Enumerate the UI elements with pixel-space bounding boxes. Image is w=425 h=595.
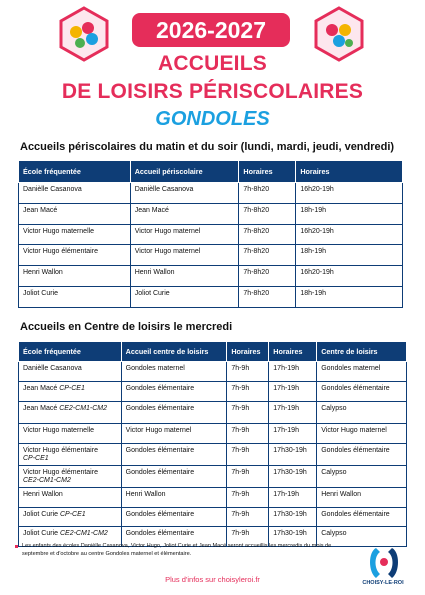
school-cell	[19, 443, 122, 465]
table-row	[19, 465, 407, 487]
centre-loisirs-cell: Calypso	[317, 527, 407, 547]
evening-hours-cell: 17h30-19h	[269, 443, 317, 465]
school-level: CE2-CM1-CM2	[59, 404, 108, 412]
accueil-cell: Gondoles élémentaire	[121, 507, 227, 527]
table-header-row	[19, 161, 403, 183]
year-banner: 2026-2027	[132, 13, 290, 47]
accueil-cell: Gondoles élémentaire	[121, 401, 227, 423]
accueil-cell: Gondoles élémentaire	[121, 443, 227, 465]
morning-hours-cell: 7h-9h	[227, 487, 269, 507]
school-level: CE2-CM1-CM2	[59, 530, 108, 538]
school-cell	[19, 465, 122, 487]
morning-hours-cell: 7h-9h	[227, 465, 269, 487]
accueil-cell: Henri Wallon	[130, 266, 239, 287]
column-header: Horaires	[269, 342, 317, 362]
column-header: Accueil centre de loisirs	[121, 342, 227, 362]
morning-hours-cell: 7h-8h20	[239, 245, 296, 266]
school-name: Joliot Curie	[23, 510, 60, 518]
school-cell: Victor Hugo maternelle	[19, 224, 131, 245]
column-header: Horaires	[296, 161, 403, 183]
school-name: Danièlle Casanova	[23, 365, 82, 372]
table-row	[19, 183, 403, 204]
centre-loisirs-cell: Gondoles élémentaire	[317, 381, 407, 401]
school-cell: Victor Hugo élémentaire	[19, 245, 131, 266]
logo-wordmark: CHOISY-LE-ROI	[362, 580, 404, 586]
table-row	[19, 266, 403, 287]
morning-hours-cell: 7h-9h	[227, 527, 269, 547]
school-name: Victor Hugo maternelle	[23, 426, 95, 434]
evening-hours-cell: 18h-19h	[296, 245, 403, 266]
school-cell	[19, 381, 122, 401]
table-row	[19, 443, 407, 465]
school-cell	[19, 401, 122, 423]
morning-hours-cell: 7h-8h20	[239, 203, 296, 224]
morning-hours-cell: 7h-9h	[227, 401, 269, 423]
morning-hours-cell: 7h-9h	[227, 423, 269, 443]
evening-hours-cell: 16h20-19h	[296, 266, 403, 287]
school-level: CP-CE1	[59, 510, 86, 518]
centre-loisirs-cell: Gondoles élémentaire	[317, 507, 407, 527]
column-header: Horaires	[239, 161, 296, 183]
accueil-cell: Joliot Curie	[130, 286, 239, 307]
morning-hours-cell: 7h-8h20	[239, 286, 296, 307]
school-level: CE2-CM1-CM2	[23, 476, 71, 484]
evening-hours-cell: 17h-19h	[269, 487, 317, 507]
accueil-cell: Henri Wallon	[121, 487, 227, 507]
school-level: CP-CE1	[59, 384, 85, 392]
table-row	[19, 381, 407, 401]
evening-hours-cell: 17h-19h	[269, 401, 317, 423]
morning-hours-cell: 7h-8h20	[239, 183, 296, 204]
centre-loisirs-cell: Henri Wallon	[317, 487, 407, 507]
centre-loisirs-cell: Gondoles élémentaire	[317, 443, 407, 465]
morning-hours-cell: 7h-9h	[227, 362, 269, 382]
table-row	[19, 245, 403, 266]
accueil-cell: Victor Hugo maternel	[121, 423, 227, 443]
column-header: École fréquentée	[19, 342, 122, 362]
morning-hours-cell: 7h-8h20	[239, 266, 296, 287]
mercredi-table	[18, 341, 407, 547]
column-header: École fréquentée	[19, 161, 131, 183]
school-name: Jean Macé	[23, 404, 60, 412]
school-cell	[19, 362, 122, 382]
table-row	[19, 487, 407, 507]
accueil-cell: Gondoles élémentaire	[121, 527, 227, 547]
table-row	[19, 362, 407, 382]
morning-hours-cell: 7h-9h	[227, 381, 269, 401]
column-header: Accueil périscolaire	[130, 161, 239, 183]
school-name: Henri Wallon	[23, 490, 63, 498]
centre-loisirs-cell: Calypso	[317, 401, 407, 423]
centre-loisirs-cell: Victor Hugo maternel	[317, 423, 407, 443]
school-cell: Joliot Curie	[19, 286, 131, 307]
centre-loisirs-cell: Calypso	[317, 465, 407, 487]
table-row	[19, 423, 407, 443]
evening-hours-cell: 17h-19h	[269, 362, 317, 382]
accueil-cell: Gondoles élémentaire	[121, 381, 227, 401]
table-row	[19, 224, 403, 245]
school-name: Victor Hugo élémentaire	[23, 468, 98, 476]
school-cell	[19, 423, 122, 443]
column-header: Horaires	[227, 342, 269, 362]
accueil-cell: Gondoles maternel	[121, 362, 227, 382]
evening-hours-cell: 17h-19h	[269, 423, 317, 443]
school-name: Victor Hugo élémentaire	[23, 446, 98, 454]
table-row	[19, 401, 407, 423]
school-cell: Henri Wallon	[19, 266, 131, 287]
evening-hours-cell: 16h20-19h	[296, 224, 403, 245]
centre-loisirs-cell: Gondoles maternel	[317, 362, 407, 382]
school-cell: Jean Macé	[19, 203, 131, 224]
evening-hours-cell: 16h20-19h	[296, 183, 403, 204]
morning-hours-cell: 7h-8h20	[239, 224, 296, 245]
school-cell: Danièlle Casanova	[19, 183, 131, 204]
accueil-cell: Gondoles élémentaire	[121, 465, 227, 487]
accueil-cell: Jean Macé	[130, 203, 239, 224]
info-link[interactable]: Plus d'infos sur choisyleroi.fr	[165, 575, 260, 584]
morning-hours-cell: 7h-9h	[227, 507, 269, 527]
school-cell	[19, 507, 122, 527]
accueil-cell: Danièlle Casanova	[130, 183, 239, 204]
accueil-cell: Victor Hugo maternel	[130, 224, 239, 245]
table-row	[19, 286, 403, 307]
evening-hours-cell: 18h-19h	[296, 286, 403, 307]
section-periscolaire-title: Accueils périscolaires du matin et du soir (lundi, mardi, jeudi, vendredi)	[20, 141, 395, 153]
page-title-line2: DE LOISIRS PÉRISCOLAIRES	[61, 80, 364, 103]
periscolaire-table	[18, 160, 403, 308]
section-mercredi-title: Accueils en Centre de loisirs le mercredi	[20, 321, 233, 333]
evening-hours-cell: 17h30-19h	[269, 465, 317, 487]
evening-hours-cell: 17h30-19h	[269, 507, 317, 527]
page-subtitle-gondoles: GONDOLES	[155, 108, 270, 130]
accueil-cell: Victor Hugo maternel	[130, 245, 239, 266]
page-title-line1: ACCUEILS	[158, 52, 267, 75]
table-row	[19, 203, 403, 224]
school-name: Jean Macé	[23, 384, 60, 392]
table-row	[19, 507, 407, 527]
evening-hours-cell: 17h-19h	[269, 381, 317, 401]
school-name: Joliot Curie	[23, 530, 60, 538]
evening-hours-cell: 17h30-19h	[269, 527, 317, 547]
column-header: Centre de loisirs	[317, 342, 407, 362]
footnote: Les enfants des écoles Danièlle Casanova, Victor Hugo, Joliot Curie et Jean Macé seront accueillis les mercredis du mois de septembre et d'octobre au centre Gondoles maternel et élémentaire.	[22, 543, 342, 558]
evening-hours-cell: 18h-19h	[296, 203, 403, 224]
school-level: CP-CE1	[23, 454, 49, 462]
table-header-row	[19, 342, 407, 362]
school-cell	[19, 487, 122, 507]
morning-hours-cell: 7h-9h	[227, 443, 269, 465]
